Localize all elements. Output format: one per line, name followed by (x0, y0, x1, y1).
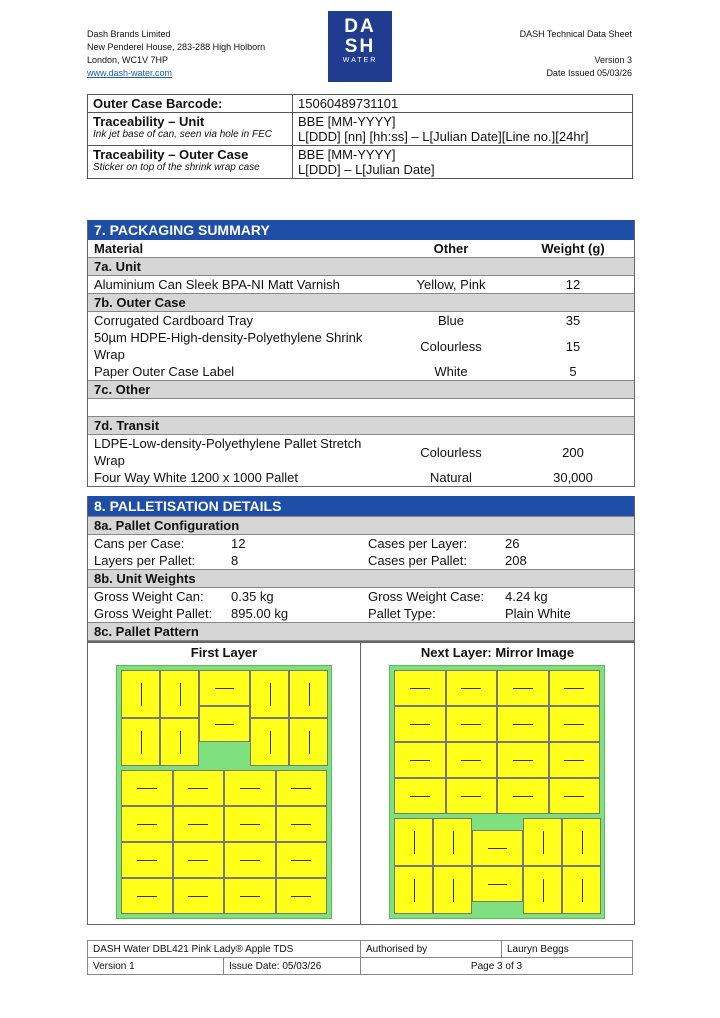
row-weight: 35 (565, 313, 581, 328)
case-box (446, 706, 498, 742)
col-material: Material (94, 241, 144, 256)
section-7a: 7a. Unit (88, 258, 634, 276)
company-address (87, 28, 265, 80)
row-material: Four Way White 1200 x 1000 Pallet (94, 470, 299, 485)
barcode-value: 15060489731101 (293, 95, 633, 113)
case-box (276, 878, 328, 914)
case-box (276, 806, 328, 842)
case-box (562, 818, 601, 866)
company-name: Dash Brands Limited (87, 29, 171, 39)
empty-row (88, 399, 634, 417)
logo-text-1: DA (344, 16, 376, 37)
case-box (224, 842, 276, 878)
palletisation-table (88, 516, 634, 641)
case-box (394, 866, 433, 914)
gw-can-label: Gross Weight Can: (94, 589, 204, 604)
case-box (549, 778, 601, 814)
row-weight: 12 (565, 277, 581, 292)
cases-per-layer-label: Cases per Layer: (368, 536, 467, 551)
case-box (394, 778, 446, 814)
case-box (276, 770, 328, 806)
next-layer-pallet (389, 665, 605, 919)
cases-per-pallet-value: 208 (505, 553, 527, 568)
doc-version: Version 3 (594, 55, 632, 65)
cases-per-pallet-label: Cases per Pallet: (368, 553, 467, 568)
case-box (173, 842, 225, 878)
section-8b: 8b. Unit Weights (88, 570, 634, 588)
dash-logo (328, 11, 392, 82)
trace-unit-values (293, 113, 633, 146)
case-box (199, 670, 250, 706)
case-box (446, 778, 498, 814)
row-other: Blue (437, 313, 465, 328)
case-box (433, 866, 472, 914)
doc-title: DASH Technical Data Sheet (519, 29, 632, 39)
case-box (394, 742, 446, 778)
case-box (394, 818, 433, 866)
case-box (276, 842, 328, 878)
case-box (549, 670, 601, 706)
cans-per-case-value: 12 (231, 536, 246, 551)
doc-issued: Date Issued 05/03/26 (546, 68, 632, 78)
row-material: 50µm HDPE-High-density-Polyethylene Shrink Wrap (94, 330, 363, 362)
first-layer-pallet (116, 665, 332, 919)
footer-authorised-name: Lauryn Beggs (502, 941, 633, 958)
row-weight: 5 (569, 364, 577, 379)
case-box (173, 770, 225, 806)
footer-table (87, 940, 633, 975)
footer-product: DASH Water DBL421 Pink Lady® Apple TDS (88, 941, 361, 958)
cans-per-case-label: Cans per Case: (94, 536, 185, 551)
gw-case-label: Gross Weight Case: (368, 589, 485, 604)
footer-version: Version 1 (88, 958, 224, 975)
case-box (562, 866, 601, 914)
trace-unit-label: Traceability – Unit (93, 114, 205, 129)
footer-page: Page 3 of 3 (361, 958, 633, 975)
address-line-1: New Penderel House, 283-288 High Holborn (87, 42, 266, 52)
case-box (199, 706, 250, 742)
trace-case-val2: L[DDD] – L[Julian Date] (298, 162, 435, 177)
trace-case-values (293, 146, 633, 179)
pallet-type-value: Plain White (505, 606, 571, 621)
gw-pallet-value: 895.00 kg (231, 606, 289, 621)
case-box (121, 670, 160, 718)
first-layer-label: First Layer (190, 645, 258, 660)
case-box (394, 706, 446, 742)
traceability-table (87, 94, 633, 179)
barcode-label: Outer Case Barcode: (88, 95, 293, 113)
row-other: Colourless (420, 444, 482, 460)
case-box (160, 718, 199, 766)
footer-issue-date: Issue Date: 05/03/26 (224, 958, 361, 975)
pallet-type-label: Pallet Type: (368, 606, 436, 621)
col-weight: Weight (g) (541, 241, 605, 256)
section-8a: 8a. Pallet Configuration (88, 517, 634, 535)
case-box (121, 770, 173, 806)
trace-case-label: Traceability – Outer Case (93, 147, 249, 162)
trace-unit-cell (88, 113, 293, 146)
palletisation-details (87, 496, 635, 642)
address-line-2: London, WC1V 7HP (87, 55, 169, 65)
trace-unit-val1: BBE [MM-YYYY] (298, 114, 396, 129)
case-box (523, 866, 562, 914)
logo-text-2: SH (344, 36, 376, 57)
row-material: Aluminium Can Sleek BPA-NI Matt Varnish (94, 277, 340, 292)
case-box (224, 770, 276, 806)
section-7c: 7c. Other (88, 381, 634, 399)
case-box (160, 670, 199, 718)
row-weight: 30,000 (553, 470, 593, 485)
section-7b: 7b. Outer Case (88, 294, 634, 312)
logo-subtext: WATER (342, 57, 378, 64)
website-link[interactable]: www.dash-water.com (87, 68, 173, 78)
case-box (497, 706, 549, 742)
case-box (289, 718, 328, 766)
case-box (433, 818, 472, 866)
case-box (523, 818, 562, 866)
packaging-table (88, 240, 634, 486)
case-box (173, 878, 225, 914)
case-box (289, 670, 328, 718)
packaging-title: 7. PACKAGING SUMMARY (88, 220, 634, 240)
gw-can-value: 0.35 kg (231, 589, 274, 604)
section-7d: 7d. Transit (88, 417, 634, 435)
case-box (121, 718, 160, 766)
case-box (446, 670, 498, 706)
cases-per-layer-value: 26 (505, 536, 520, 551)
case-box (472, 866, 523, 902)
section-8c: 8c. Pallet Pattern (88, 623, 634, 641)
row-other: White (434, 364, 468, 379)
trace-unit-sub: Ink jet base of can, seen via hole in FEC (93, 129, 272, 140)
doc-meta (520, 28, 632, 80)
layers-value: 8 (231, 553, 239, 568)
case-box (497, 778, 549, 814)
gw-case-value: 4.24 kg (505, 589, 548, 604)
row-other: Yellow, Pink (416, 277, 486, 292)
row-material: LDPE-Low-density-Polyethylene Pallet Stretch Wrap (94, 436, 362, 468)
case-box (497, 742, 549, 778)
palletisation-title: 8. PALLETISATION DETAILS (88, 496, 634, 516)
first-layer-panel (87, 642, 361, 925)
case-box (224, 806, 276, 842)
case-box (121, 842, 173, 878)
trace-case-val1: BBE [MM-YYYY] (298, 147, 396, 162)
next-layer-panel (360, 642, 635, 925)
trace-case-cell (88, 146, 293, 179)
row-material: Paper Outer Case Label (94, 364, 235, 379)
case-box (250, 718, 289, 766)
row-other: Natural (430, 470, 472, 485)
row-other: Colourless (420, 338, 482, 354)
case-box (446, 742, 498, 778)
col-other: Other (433, 241, 469, 256)
row-weight: 15 (565, 338, 581, 354)
case-box (549, 706, 601, 742)
case-box (173, 806, 225, 842)
case-box (250, 670, 289, 718)
footer-authorised-label: Authorised by (361, 941, 502, 958)
layers-label: Layers per Pallet: (94, 553, 196, 568)
trace-unit-val2: L[DDD] [nn] [hh:ss] – L[Julian Date][Line no.][24hr] (298, 129, 589, 144)
packaging-summary (87, 220, 635, 487)
next-layer-label: Next Layer: Mirror Image (420, 645, 575, 660)
gw-pallet-label: Gross Weight Pallet: (94, 606, 213, 621)
trace-case-sub: Sticker on top of the shrink wrap case (93, 162, 260, 173)
case-box (121, 878, 173, 914)
row-material: Corrugated Cardboard Tray (94, 313, 253, 328)
case-box (121, 806, 173, 842)
case-box (394, 670, 446, 706)
row-weight: 200 (562, 444, 584, 460)
case-box (224, 878, 276, 914)
case-box (472, 830, 523, 866)
case-box (549, 742, 601, 778)
case-box (497, 670, 549, 706)
